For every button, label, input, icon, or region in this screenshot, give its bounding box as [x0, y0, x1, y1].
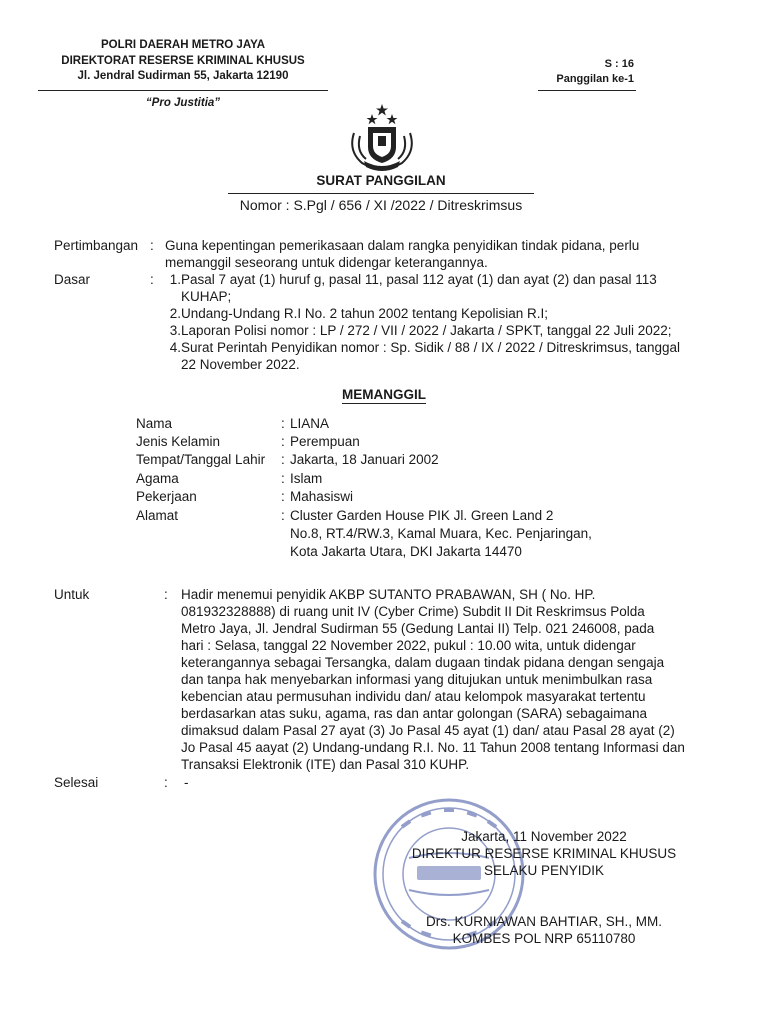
identity-label: Nama [136, 416, 173, 431]
letterhead [38, 38, 328, 85]
dasar-item-number: 4. [169, 340, 181, 355]
letterhead-line-1: POLRI DAERAH METRO JAYA [100, 39, 265, 51]
untuk-line: dimaksud dalam Pasal 27 ayat (3) Jo Pasal 45 ayat (1) dan/ atau Pasal 28 ayat (2) [181, 723, 675, 738]
identity-colon: : [281, 434, 285, 449]
selesai-value: - [184, 775, 189, 790]
identity-colon: : [281, 471, 285, 486]
pertimbangan-colon: : [150, 238, 154, 253]
untuk-line: Metro Jaya, Jl. Jendral Sudirman 55 (Gedung Lantai II) Telp. 021 246008, pada [181, 621, 655, 636]
identity-colon: : [281, 508, 285, 523]
identity-value: Islam [290, 471, 323, 486]
pertimbangan-label: Pertimbangan [54, 238, 139, 253]
letterhead-address: Jl. Jendral Sudirman 55, Jakarta 12190 [77, 70, 289, 82]
identity-colon: : [281, 489, 285, 504]
dasar-item-text: Undang-Undang R.I No. 2 tahun 2002 tentang Kepolisian R.I; [181, 306, 548, 321]
dasar-item-text: Laporan Polisi nomor : LP / 272 / VII / 2022 / Jakarta / SPKT, tanggal 22 Juli 2022; [181, 323, 672, 338]
untuk-paragraph [181, 586, 721, 773]
identity-colon: : [281, 416, 285, 431]
identity-value: LIANA [290, 416, 330, 431]
untuk-line: kebencian atau permusuhan individu dan/ atau kelompok masyarakat tertentu [181, 689, 646, 704]
document-title: SURAT PANGGILAN [316, 173, 446, 188]
call-number: Panggilan ke-1 [556, 73, 634, 85]
signature-role: SELAKU PENYIDIK [483, 863, 605, 878]
untuk-line: 081932328888) di ruang unit IV (Cyber Crime) Subdit II Dit Reskrimsus Polda [181, 604, 645, 619]
signature-position: DIREKTUR RESERSE KRIMINAL KHUSUS [411, 846, 677, 861]
dasar-item-text-cont: KUHAP; [181, 289, 232, 304]
untuk-line: Transaksi Elektronik (ITE) dan Pasal 310 KUHP. [181, 757, 470, 772]
identity-value: Perempuan [290, 434, 360, 449]
selesai-colon: : [164, 775, 168, 790]
untuk-line: keterangannya sebagai Tersangka, dalam dugaan tindak pidana dengan sengaja [181, 655, 665, 670]
section-heading [0, 387, 768, 402]
untuk-line: berdasarkan atas suku, agama, ras dan antar golongan (SARA) sebagaimana [181, 706, 648, 721]
pertimbangan-line-1: Guna kepentingan pemerikasaan dalam rangka penyidikan tindak pidana, perlu [165, 238, 640, 253]
dasar-colon: : [150, 272, 154, 287]
dasar-item-number: 3. [169, 323, 181, 338]
identity-value: Mahasiswi [290, 489, 354, 504]
identity-colon: : [281, 452, 285, 467]
untuk-line: hari : Selasa, tanggal 22 November 2022, pukul : 10.00 wita, untuk didengar [181, 638, 636, 653]
letterhead-line-2: DIREKTORAT RESERSE KRIMINAL KHUSUS [61, 54, 305, 67]
untuk-line: Jo Pasal 45 aayat (2) Undang-undang R.I. No. 11 Tahun 2008 tentang Informasi dan [181, 740, 685, 755]
dasar-label: Dasar [54, 272, 91, 287]
motto: “Pro Justitia” [145, 97, 221, 109]
police-emblem-icon [340, 103, 424, 175]
untuk-label: Untuk [54, 587, 90, 602]
identity-label: Jenis Kelamin [136, 434, 221, 449]
identity-label: Agama [136, 471, 179, 486]
letterhead-divider [38, 90, 328, 91]
signature-place-date: Jakarta, 11 November 2022 [461, 829, 627, 844]
reference-block [540, 57, 634, 87]
title-divider [228, 193, 534, 194]
dasar-item-text: Surat Perintah Penyidikan nomor : Sp. Sidik / 88 / IX / 2022 / Ditreskrimsus, tanggal [181, 340, 680, 355]
selesai-label: Selesai [54, 775, 99, 790]
identity-value: Cluster Garden House PIK Jl. Green Land 2 [290, 508, 554, 523]
untuk-colon: : [164, 587, 168, 602]
dasar-item-number: 1. [169, 272, 181, 287]
identity-label: Alamat [136, 508, 179, 523]
address-line: Kota Jakarta Utara, DKI Jakarta 14470 [290, 544, 522, 559]
document-number: Nomor : S.Pgl / 656 / XI /2022 / Ditreskrimsus [239, 197, 523, 213]
reference-code: S : 16 [604, 58, 634, 70]
address-line: No.8, RT.4/RW.3, Kamal Muara, Kec. Penjaringan, [290, 526, 592, 541]
signatory-name: Drs. KURNIAWAN BAHTIAR, SH., MM. [425, 914, 662, 929]
dasar-item-text: Pasal 7 ayat (1) huruf g, pasal 11, pasal 112 ayat (1) dan ayat (2) dan pasal 113 [181, 272, 657, 287]
memanggil-heading: MEMANGGIL [342, 387, 426, 402]
dasar-item-number: 2. [169, 306, 181, 321]
untuk-line: dan tanpa hak menyebarkan informasi yang ditujukan untuk menimbulkan rasa [181, 672, 653, 687]
identity-label: Pekerjaan [136, 489, 197, 504]
signatory-rank: KOMBES POL NRP 65110780 [452, 931, 636, 946]
identity-value: Jakarta, 18 Januari 2002 [290, 452, 439, 467]
pertimbangan-line-2: memanggil seseorang untuk didengar keterangannya. [165, 255, 488, 270]
identity-label: Tempat/Tanggal Lahir [136, 452, 266, 467]
reference-divider [538, 90, 636, 91]
dasar-item-text-cont: 22 November 2022. [181, 357, 300, 372]
untuk-line: Hadir menemui penyidik AKBP SUTANTO PRABAWAN, SH ( No. HP. [181, 587, 596, 602]
